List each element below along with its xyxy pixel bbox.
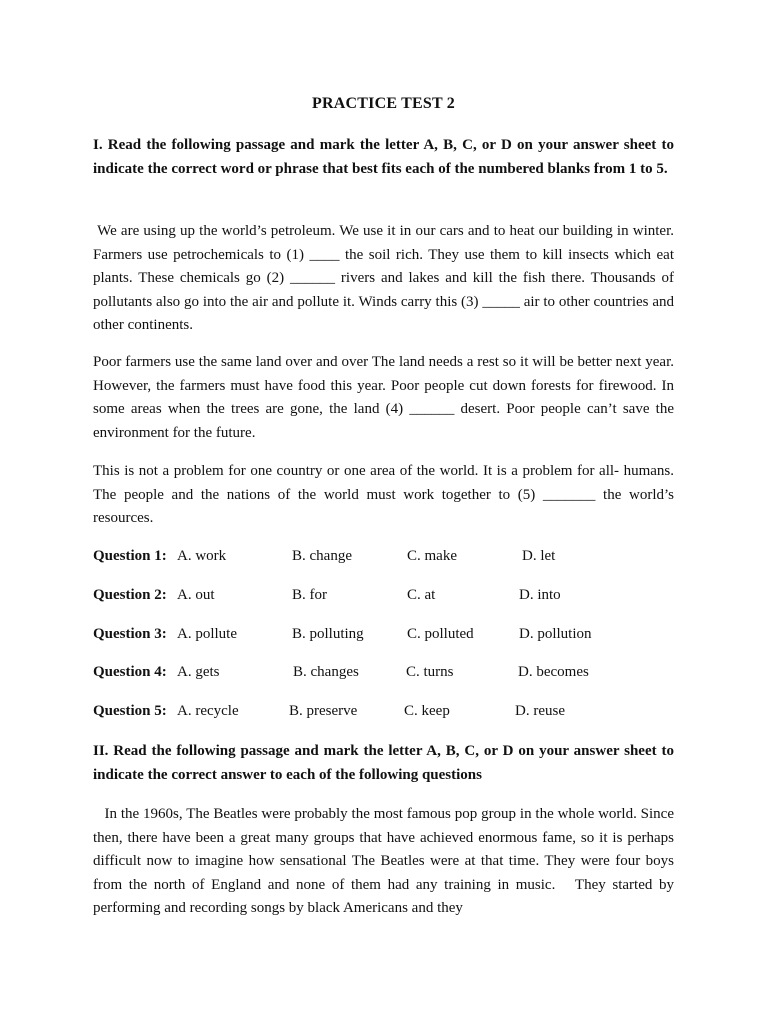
option-a: A. recycle: [177, 703, 239, 719]
question-label: Question 4:: [93, 664, 167, 680]
option-b: B. for: [292, 587, 327, 603]
option-b: B. changes: [293, 664, 359, 680]
option-d: D. reuse: [515, 703, 565, 719]
page-title: PRACTICE TEST 2: [312, 95, 455, 112]
option-d: D. becomes: [518, 664, 589, 680]
option-d: D. pollution: [519, 626, 592, 642]
question-row-5: [93, 703, 674, 723]
option-c: C. keep: [404, 703, 450, 719]
passage-paragraph-2: Poor farmers use the same land over and over The land needs a rest so it will be better next year. However, the farmers must have food this year. Poor people cut down forests for firewood. In some areas when the trees are gone, the land (4) ______ desert. Poor people can’t save the environment for the future.: [93, 354, 674, 441]
section-2-heading: II. Read the following passage and mark the letter A, B, C, or D on your answer sheet to indicate the correct answer to each of the following questions: [93, 743, 674, 783]
option-c: C. turns: [406, 664, 454, 680]
option-b: B. preserve: [289, 703, 358, 719]
option-a: A. gets: [177, 664, 220, 680]
section-1-heading: I. Read the following passage and mark the letter A, B, C, or D on your answer sheet to indicate the correct word or phrase that best fits each of the numbered blanks from 1 to 5.: [93, 137, 674, 177]
option-d: D. let: [522, 548, 556, 564]
option-c: C. polluted: [407, 626, 474, 642]
option-b: B. change: [292, 548, 352, 564]
question-row-2: [93, 587, 674, 607]
passage-2-paragraph-1: In the 1960s, The Beatles were probably the most famous pop group in the whole world. Since then, there have been a great many groups that have achieved enormous fame, so it is perhaps difficult now to imagine how sensational The Beatles were at that time. They were four boys from the north of England and none of them had any training in music. They started by performing and recording songs by black Americans and they: [93, 806, 678, 916]
option-d: D. into: [519, 587, 561, 603]
option-c: C. make: [407, 548, 457, 564]
option-b: B. polluting: [292, 626, 364, 642]
question-row-4: [93, 664, 674, 684]
question-label: Question 3:: [93, 626, 167, 642]
question-label: Question 1:: [93, 548, 167, 564]
option-a: A. pollute: [177, 626, 237, 642]
option-c: C. at: [407, 587, 436, 603]
option-a: A. work: [177, 548, 227, 564]
option-a: A. out: [177, 587, 215, 603]
question-label: Question 2:: [93, 587, 167, 603]
question-row-3: [93, 626, 674, 646]
passage-paragraph-1: We are using up the world’s petroleum. We use it in our cars and to heat our building in winter. Farmers use petrochemicals to (1) ____ the soil rich. They use them to kill insects which eat plants. These chemicals go (2) ______ rivers and lakes and kill the fish there. Thousands of pollutants also go into the air and pollute it. Winds carry this (3) _____ air to other countries and other continents.: [93, 223, 678, 333]
question-label: Question 5:: [93, 703, 167, 719]
question-row-1: [93, 548, 674, 568]
passage-paragraph-3: This is not a problem for one country or one area of the world. It is a problem for all- humans. The people and the nations of the world must work together to (5) _______ the world’s resources.: [93, 463, 674, 526]
